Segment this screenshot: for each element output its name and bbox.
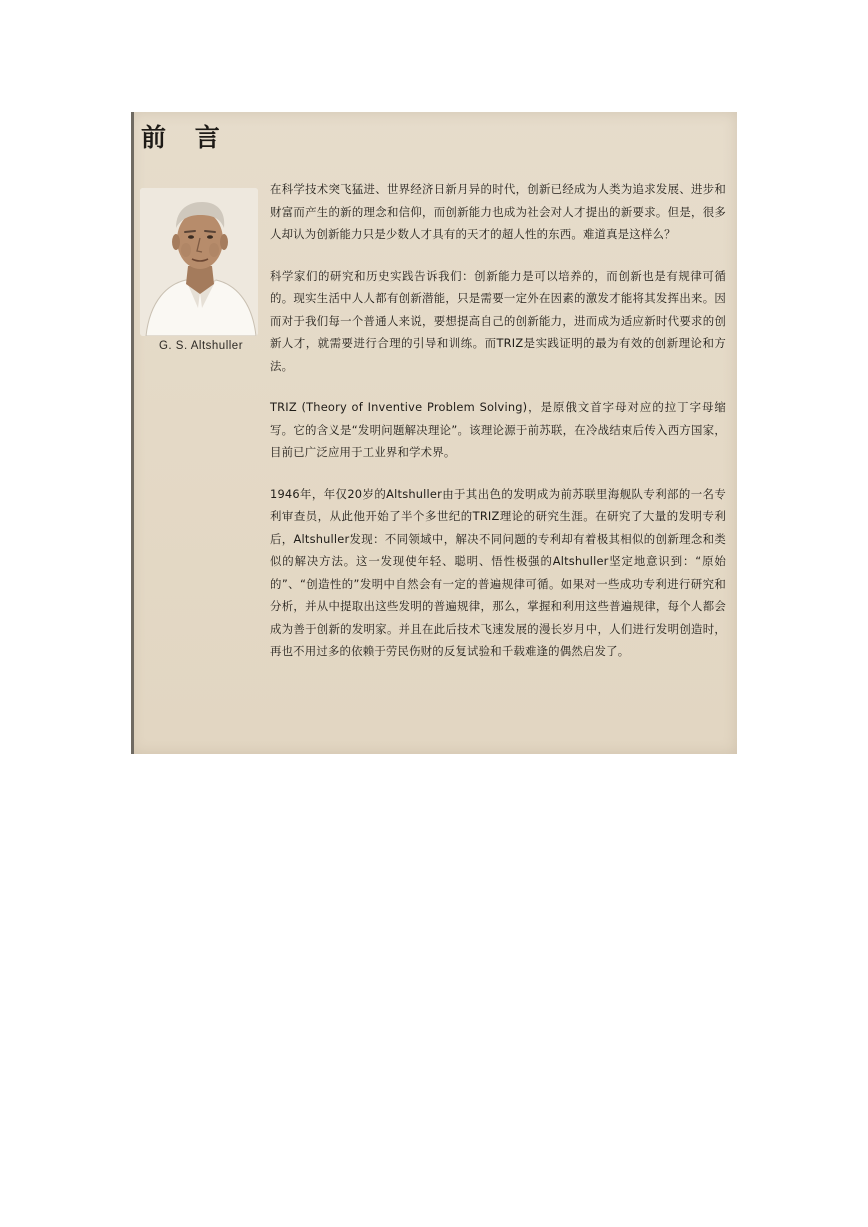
page-heading: 前 言: [141, 123, 230, 152]
portrait-caption: G. S. Altshuller: [158, 340, 244, 352]
preface-paragraph-3: TRIZ (Theory of Inventive Problem Solving)，是原俄文首字母对应的拉丁字母缩写。它的含义是“发明问题解决理论”。该理论源于前苏联，在冷战结束后传入西方国家，目前已广泛应用于工业界和学术界。: [270, 400, 726, 459]
preface-paragraph-2: 科学家们的研究和历史实践告诉我们：创新能力是可以培养的，而创新也是有规律可循的。现实生活中人人都有创新潜能，只是需要一定外在因素的激发才能将其发挥出来。因而对于我们每一个普通人来说，要想提高自己的创新能力，进而成为适应新时代要求的创新人才，就需要进行合理的引导和训练。而TRIZ是实践证明的最为有效的创新理论和方法。: [270, 268, 726, 373]
preface-paragraph-1: 在科学技术突飞猛进、世界经济日新月异的时代，创新已经成为人类为追求发展、进步和财富而产生的新的理念和信仰，而创新能力也成为社会对人才提出的新要求。但是，很多人却认为创新能力只是少数人才具有的天才的超人性的东西。难道真是这样么？: [270, 182, 726, 241]
preface-body: [270, 178, 726, 682]
preface-paragraph-4: 1946年，年仅20岁的Altshuller由于其出色的发明成为前苏联里海舰队专利部的一名专利审查员，从此他开始了半个多世纪的TRIZ理论的研究生涯。在研究了大量的发明专利后，Altshuller发现：不同领域中，解决不同问题的专利却有着极其相似的创新理念和类似的解决方法。这一发现使年轻、聪明、悟性极强的Altshuller坚定地意识到：“原始的”、“创造性的”发明中自然会有一定的普遍规律可循。如果对一些成功专利进行研究和分析，并从中提取出这些发明的普遍规律，那么，掌握和利用这些普遍规律，每个人都会成为善于创新的发明家。并且在此后技术飞速发展的漫长岁月中，人们进行发明创造时，再也不用过多的依赖于劳民伤财的反复试验和千载难逢的偶然启发了。: [270, 486, 726, 658]
portrait-photo: [140, 188, 258, 336]
scanned-page: [131, 112, 737, 754]
altshuller-portrait: [140, 188, 258, 336]
